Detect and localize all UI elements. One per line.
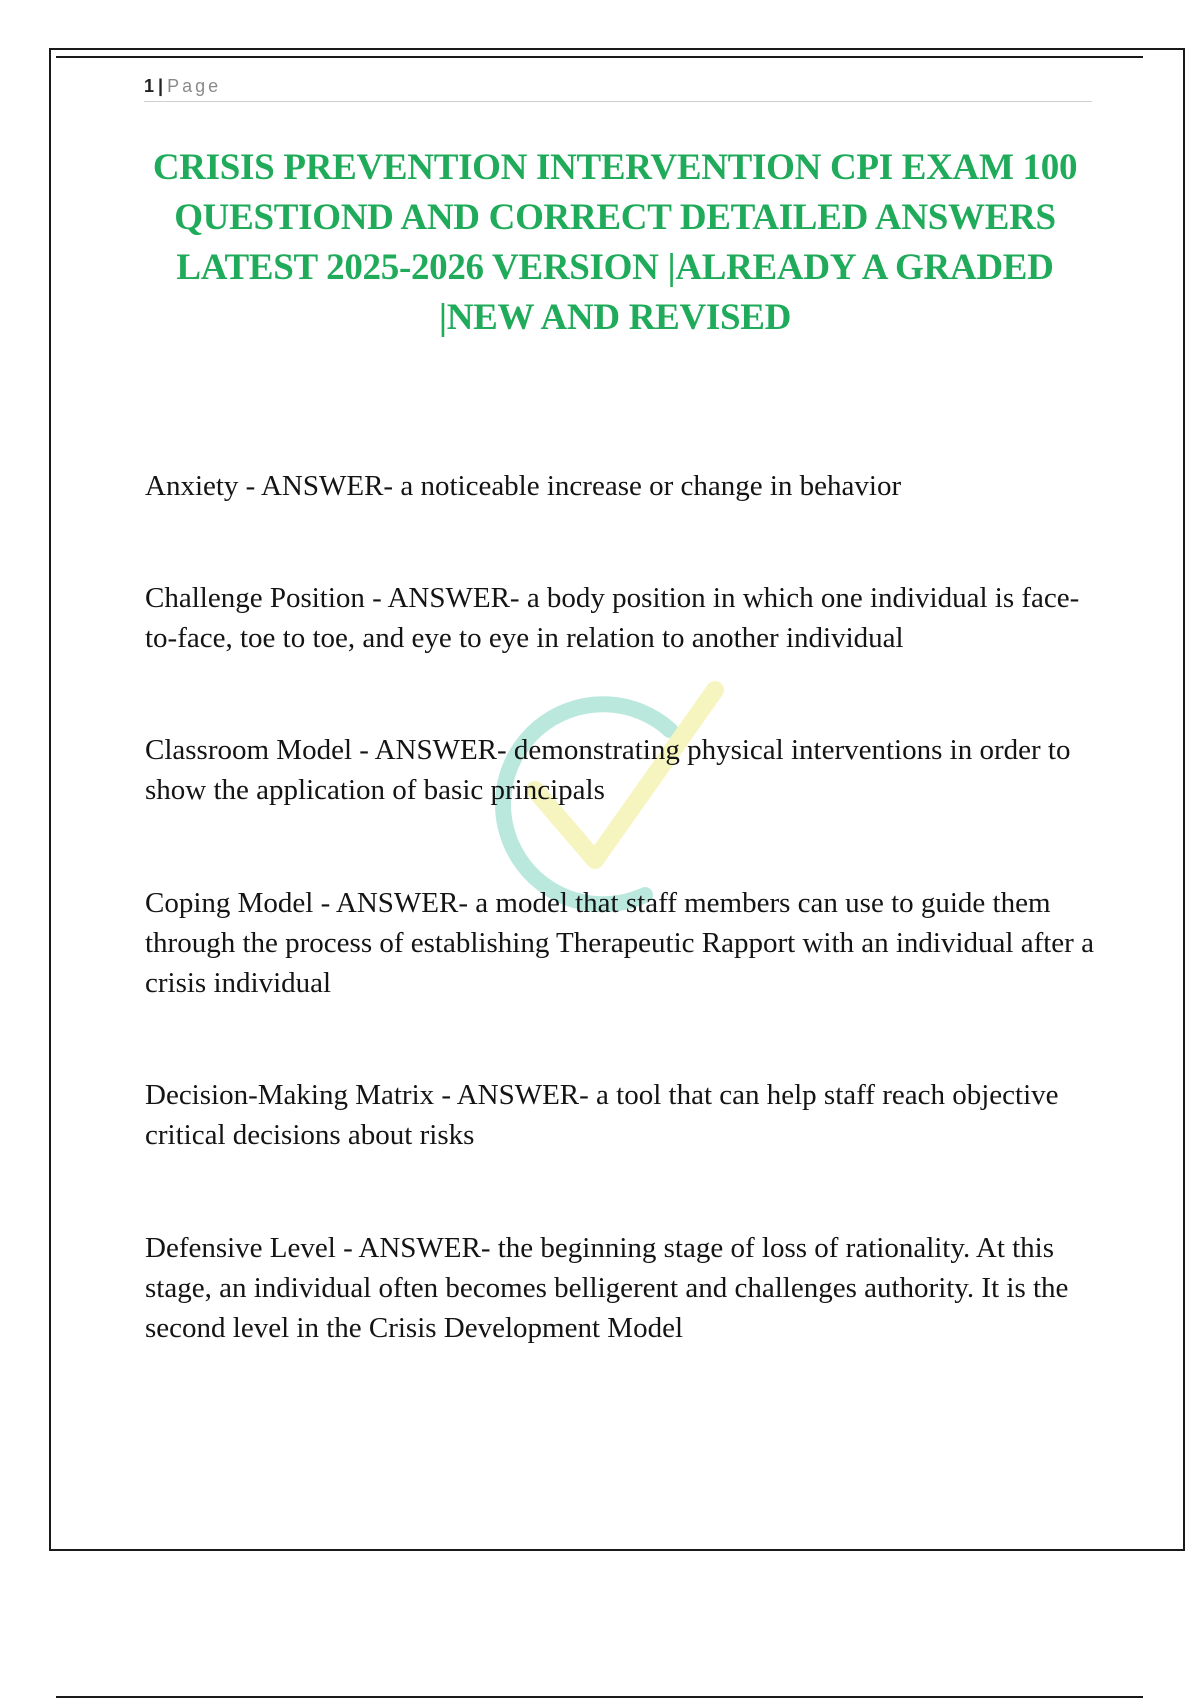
answer-entry-coping-model: Coping Model - ANSWER- a model that staff members can use to guide them through the process of establishing Therapeutic Rapport with an individual after a crisis individual: [145, 887, 1094, 999]
answer-entry-challenge-position: Challenge Position - ANSWER- a body position in which one individual is face-to-face, toe to toe, and eye to eye in relation to another individual: [145, 582, 1080, 654]
page-header: [144, 74, 1092, 102]
page-number: 1: [144, 76, 155, 96]
page-separator: |: [158, 76, 164, 96]
answer-list: [145, 466, 1095, 1348]
answer-entry-classroom-model: Classroom Model - ANSWER- demonstrating physical interventions in order to show the application of basic principals: [145, 734, 1071, 806]
page-label: Page: [167, 76, 222, 96]
answer-entry-decision-making-matrix: Decision-Making Matrix - ANSWER- a tool that can help staff reach objective critical decisions about risks: [145, 1079, 1059, 1151]
bottom-rule: [56, 1696, 1143, 1698]
answer-entry-anxiety: Anxiety - ANSWER- a noticeable increase or change in behavior: [145, 470, 902, 502]
document-title: CRISIS PREVENTION INTERVENTION CPI EXAM 100 QUESTIOND AND CORRECT DETAILED ANSWERS LATEST 2025-2026 VERSION |ALREADY A GRADED |NEW AND REVISED: [152, 147, 1078, 338]
answer-entry-defensive-level: Defensive Level - ANSWER- the beginning stage of loss of rationality. At this stage, an individual often becomes belligerent and challenges authority. It is the second level in the Crisis Development Model: [145, 1232, 1069, 1344]
